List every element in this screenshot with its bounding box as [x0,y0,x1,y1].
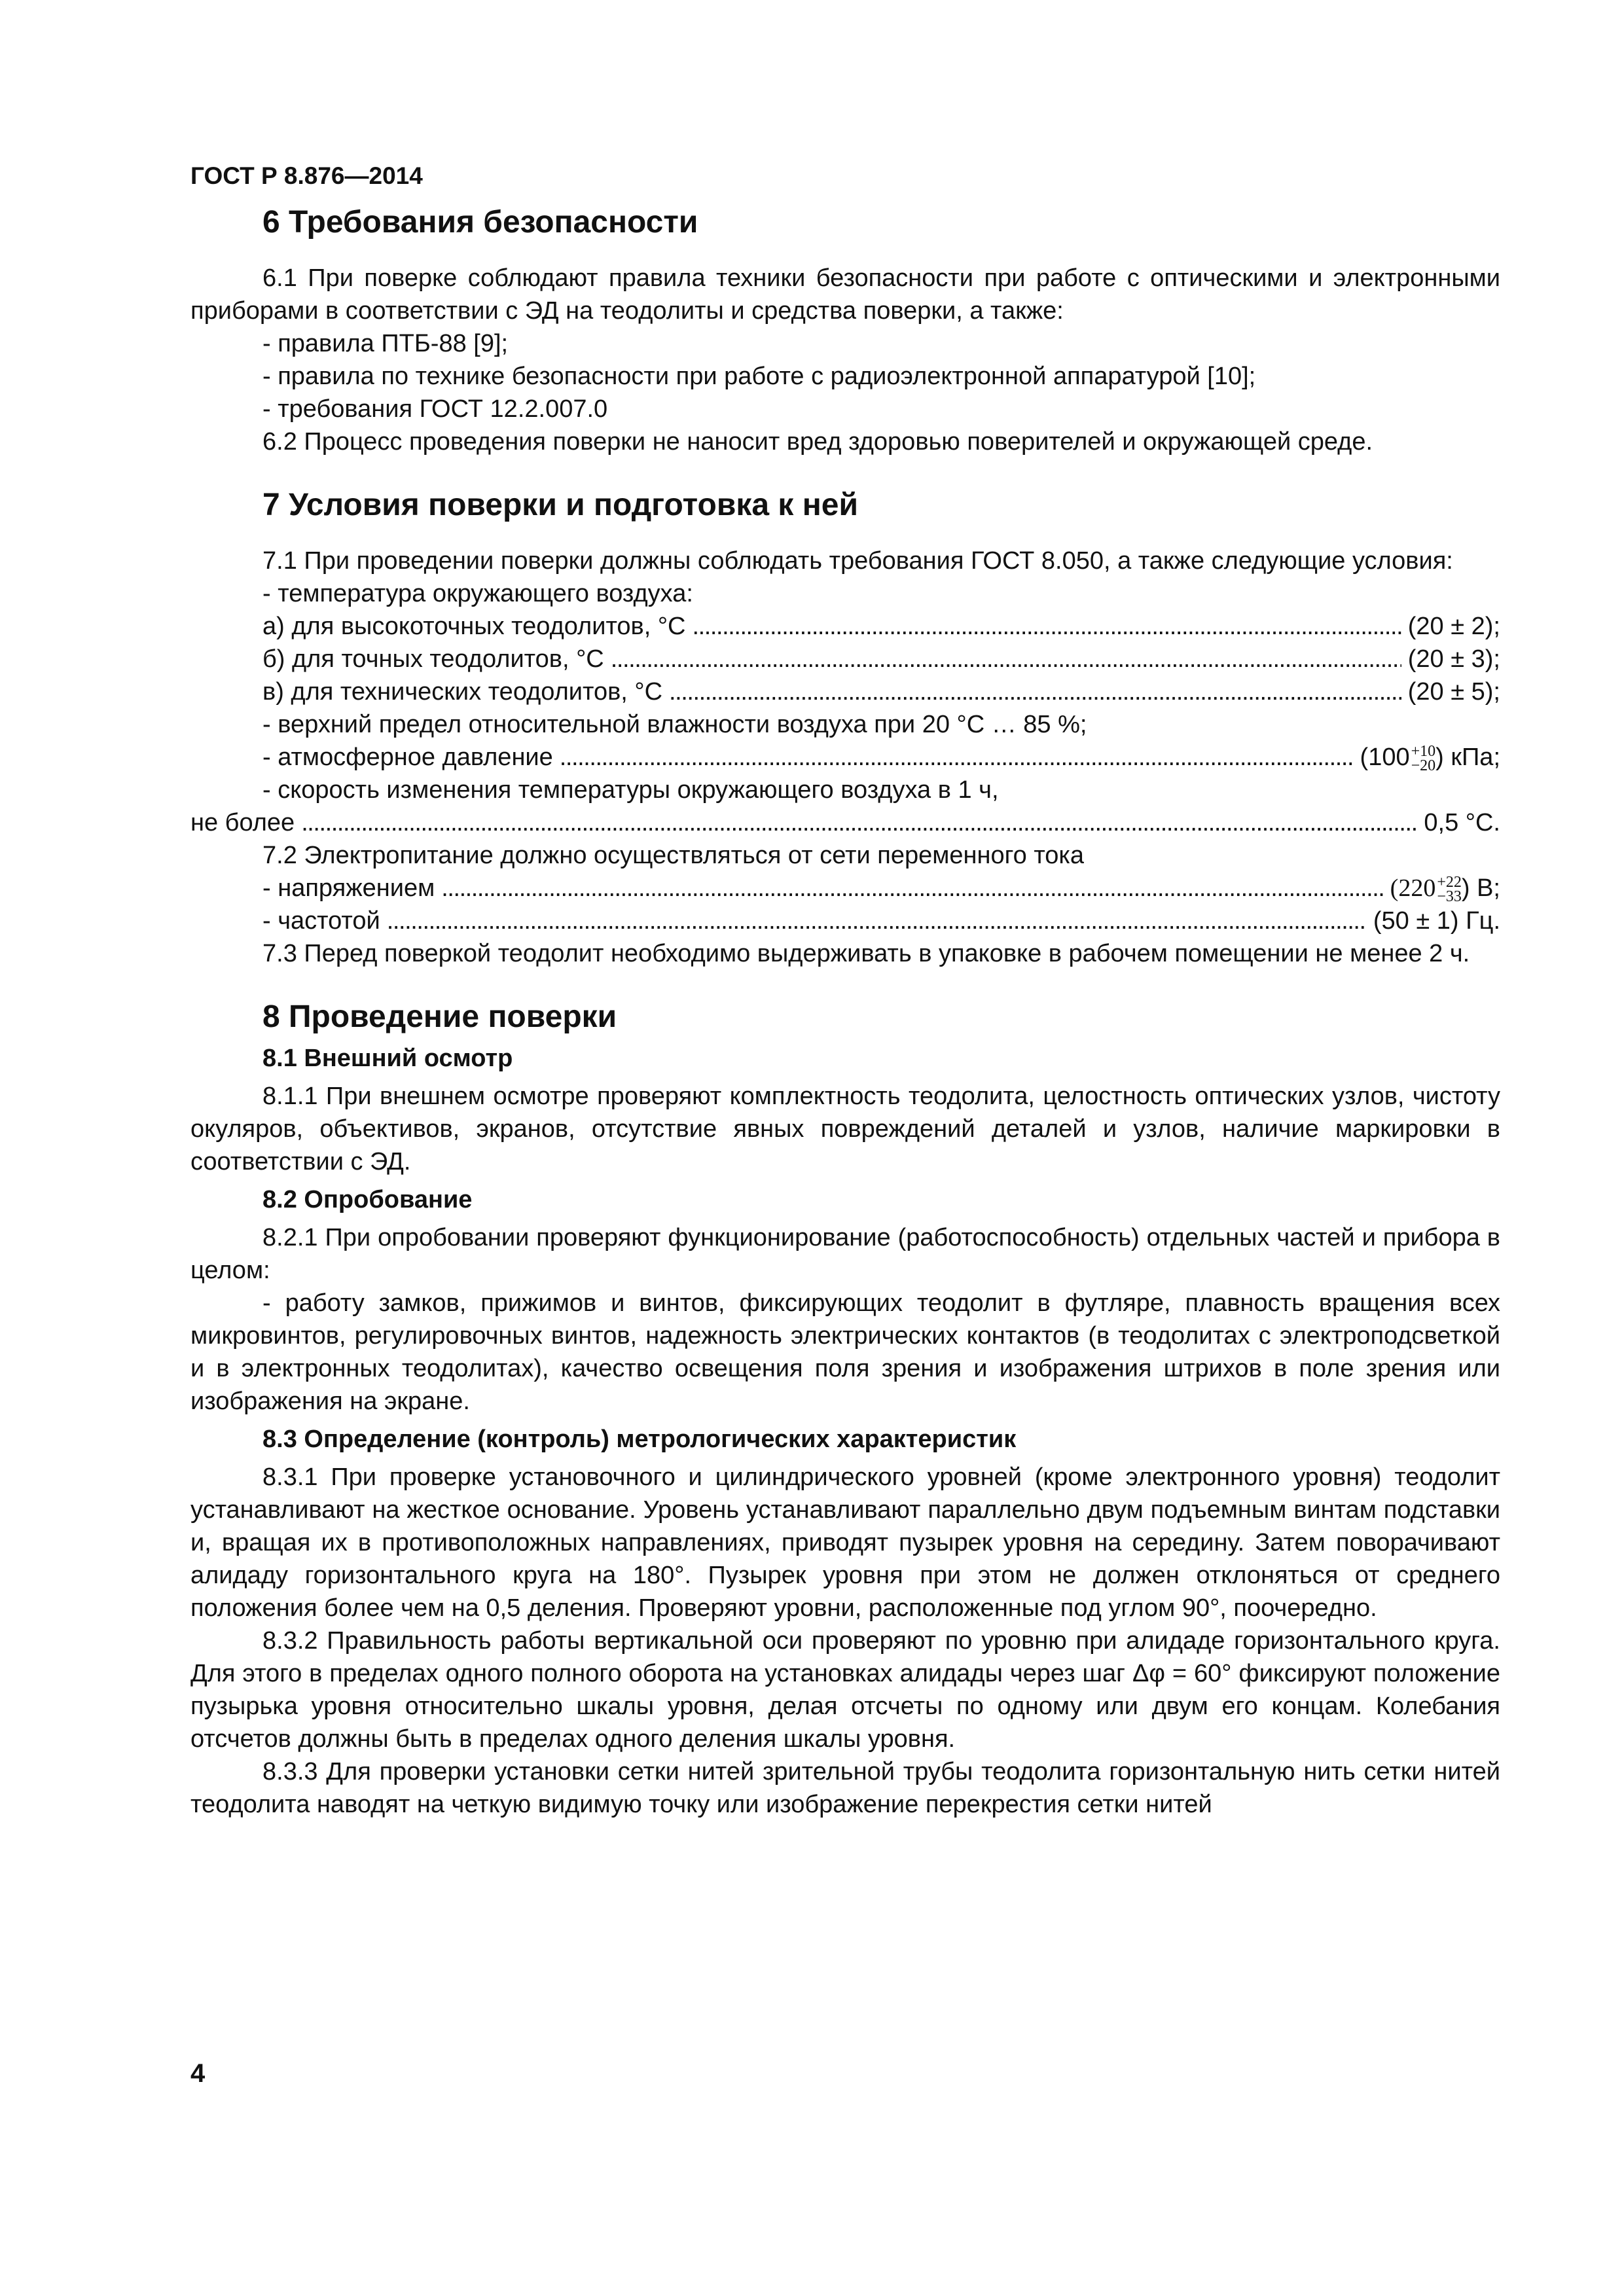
section-8-heading: 8 Проведение поверки [262,999,617,1034]
temperature-precise-row: б) для точных теодолитов, °C . . . (20 ± 3); [190,643,1500,675]
leader-dots [693,610,1401,643]
clause-8-3-3: 8.3.3 Для проверки установки сетки нитей зрительной трубы теодолита горизонтальную нить сетки нитей теодолита наводят на четкую видимую точку или изображение перекрестия сетки нитей [190,1758,1500,1818]
clause-8-1-1: 8.1.1 При внешнем осмотре проверяют комплектность теодолита, целостность оптических узлов, чистоту окуляров, объективов, экранов, отсутствие явных повреждений деталей и узлов, наличие маркировки в соответствии с ЭД. [190,1083,1500,1175]
leader-dots [387,905,1367,937]
temperature-rate-row: не более . . . 0,5 °C. [190,806,1500,839]
temperature-rate-value: 0,5 °C. [1424,809,1500,836]
voltage-value: (220 +22 −33 ) В; [1390,873,1500,905]
pressure-value: (100 +10 −20 ) кПа; [1360,742,1500,774]
temperature-high-precision-row: а) для высокоточных теодолитов, °C . . . (20 ± 2); [190,610,1500,643]
temperature-precise-value: (20 ± 3); [1407,645,1500,673]
leader-dots [611,643,1401,675]
subsection-8-2-heading: 8.2 Опробование [262,1186,473,1213]
clause-8-2-1-item: - работу замков, прижимов и винтов, фиксирующих теодолит в футляре, плавность вращения всех микровинтов, регулировочных винтов, надежность электрических контактов (в теодолитах с электроподсветкой и в электронных теодолитах), качество освещения поля зрения и изображения штрихов в поле зрения или изображения на экране. [190,1289,1500,1415]
clause-6-1: 6.1 При поверке соблюдают правила техники безопасности при работе с оптическими и электронными приборами в соответствии с ЭД на теодолиты и средства поверки, а также: [190,264,1500,325]
leader-dots [669,675,1401,708]
subsection-8-1-heading: 8.1 Внешний осмотр [262,1045,513,1072]
leader-dots [301,806,1417,839]
section-7-heading: 7 Условия поверки и подготовка к ней [262,488,858,522]
clause-6-2: 6.2 Процесс проведения поверки не наносит вред здоровью поверителей и окружающей среде. [262,428,1373,456]
list-item: - правила по технике безопасности при работе с радиоэлектронной аппаратурой [10]; [262,363,1256,390]
voltage-tolerance: +22 −33 [1437,873,1462,905]
temperature-rate-label: - скорость изменения температуры окружающего воздуха в 1 ч, [262,776,999,804]
temperature-label: - температура окружающего воздуха: [262,580,693,607]
standard-designation: ГОСТ Р 8.876—2014 [190,162,423,189]
clause-8-2-1: 8.2.1 При опробовании проверяют функционирование (работоспособность) отдельных частей и прибора в целом: [190,1224,1500,1284]
leader-dots [560,741,1354,774]
subsection-8-3-heading: 8.3 Определение (контроль) метрологических характеристик [262,1426,1017,1453]
clause-7-3: 7.3 Перед поверкой теодолит необходимо выдерживать в упаковке в рабочем помещении не менее 2 ч. [262,940,1470,967]
voltage-row: - напряжением . . . (220 +22 −33 ) В; [190,872,1500,905]
clause-8-3-1: 8.3.1 При проверке установочного и цилиндрического уровней (кроме электронного уровня) теодолит устанавливают на жесткое основание. Уровень устанавливают параллельно двум подъемным винтам подставки и, вращая их в противоположных направлениях, приводят пузырек уровня на середину. Затем поворачивают алидаду горизонтального круга на 180°. Пузырек уровня при этом не должен отклоняться от среднего положения более чем на 0,5 деления. Проверяют уровни, расположенные под углом 90°, поочередно. [190,1463,1500,1622]
clause-8-3-2: 8.3.2 Правильность работы вертикальной оси проверяют по уровню при алидаде горизонтального круга. Для этого в пределах одного полного оборота на установках алидады через шаг Δφ = 60° фиксируют положение пузырька уровня относительно шкалы уровня, делая отсчеты по одному или двум его концам. Колебания отсчетов должны быть в пределах одного деления шкалы уровня. [190,1627,1500,1753]
temperature-technical-row: в) для технических теодолитов, °C . . . (20 ± 5); [190,675,1500,708]
temperature-high-precision-value: (20 ± 2); [1407,613,1500,640]
clause-7-2: 7.2 Электропитание должно осуществляться от сети переменного тока [262,842,1085,869]
clause-7-1: 7.1 При проведении поверки должны соблюдать требования ГОСТ 8.050, а также следующие условия: [262,547,1453,575]
pressure-row: - атмосферное давление . . . (100 +10 −20 ) кПа; [190,741,1500,774]
pressure-tolerance: +10 −20 [1411,742,1436,774]
page-body [190,203,1500,1821]
page-number: 4 [190,2059,206,2088]
leader-dots [441,872,1383,905]
frequency-row: - частотой . . . (50 ± 1) Гц. [190,905,1500,937]
section-6-heading: 6 Требования безопасности [262,205,698,240]
list-item: - правила ПТБ-88 [9]; [262,330,509,357]
list-item: - требования ГОСТ 12.2.007.0 [262,395,608,423]
humidity-limit: - верхний предел относительной влажности воздуха при 20 °C … 85 %; [262,711,1087,738]
frequency-value: (50 ± 1) Гц. [1373,907,1500,935]
temperature-technical-value: (20 ± 5); [1407,678,1500,706]
